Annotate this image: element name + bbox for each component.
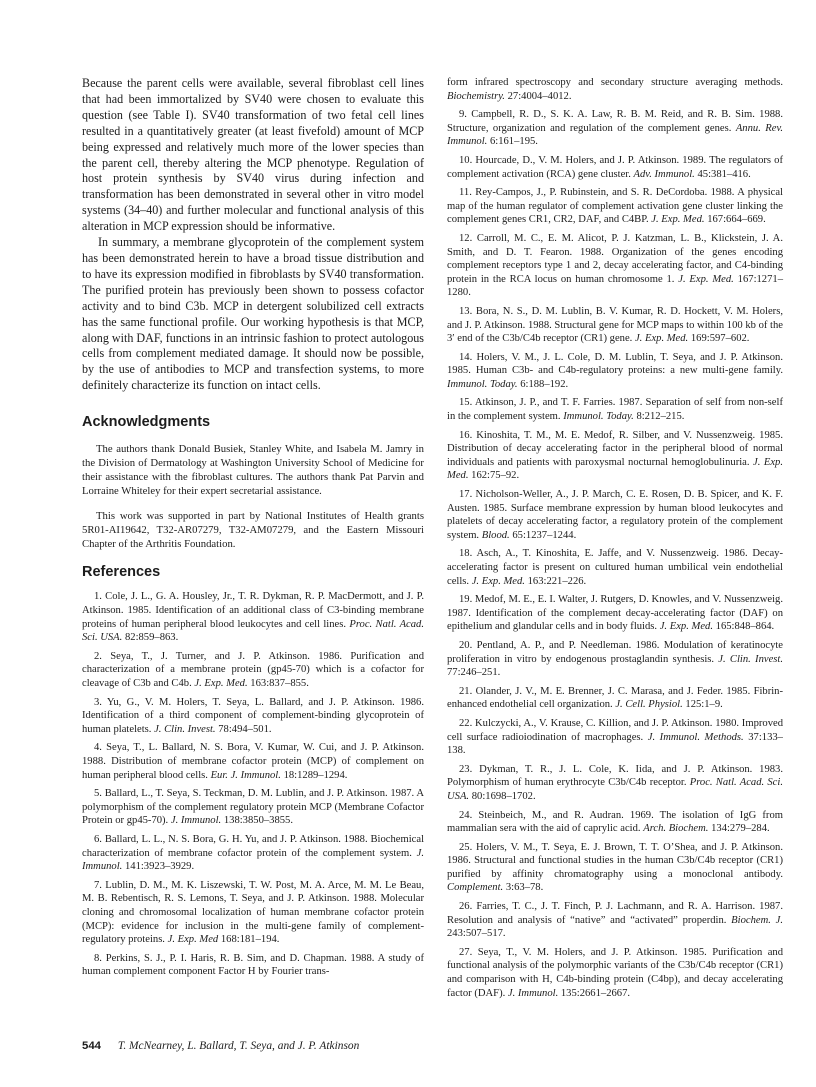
reference-journal: Complement.	[447, 882, 504, 894]
reference-text: Seya, T., J. Turner, and J. P. Atkinson. 1986. Purification and characterization of a membrane protein (gp45-70) which is a cofactor for cleavage of C3b and C4b.	[82, 650, 424, 690]
reference-citation: 168:181–194.	[220, 934, 280, 946]
reference-number: 18.	[459, 548, 473, 560]
reference-citation: 169:597–602.	[690, 333, 750, 345]
reference-journal: J. Cell. Physiol.	[615, 699, 683, 711]
reference-continuation-cite: 27:4004–4012.	[507, 90, 572, 102]
reference-journal: J. Clin. Invest.	[154, 723, 216, 735]
reference-number: 7.	[94, 879, 102, 891]
reference-item	[82, 833, 424, 874]
reference-text: Ballard, L. L., N. S. Bora, G. H. Yu, and J. P. Atkinson. 1988. Biochemical characterization of membrane cofactor protein of the complement system.	[82, 833, 425, 859]
reference-journal: Immunol. Today.	[447, 378, 518, 390]
reference-citation: 243:507–517.	[447, 928, 506, 940]
reference-item	[447, 809, 783, 836]
reference-continuation-text: form infrared spectroscopy and secondary structure averaging methods.	[447, 77, 783, 88]
reference-journal: Arch. Biochem.	[643, 823, 709, 835]
reference-text: Yu, G., V. M. Holers, T. Seya, L. Ballard, and J. P. Atkinson. 1986. Identification of a third component of complement-binding glycoprotein of human platelets.	[82, 696, 424, 735]
reference-number: 22.	[459, 717, 473, 729]
reference-list-right	[447, 108, 783, 1000]
reference-continuation	[447, 76, 783, 103]
body-paragraph-2: In summary, a membrane glycoprotein of the complement system has been demonstrated herein to have a broad tissue distribution and to have its expression modified in fibroblasts by SV40 transformation. The purified protein has previously been shown to possess cofactor activity and to bind C3b. MCP in detergent solubilized cell extracts has the same functional profile. Our working hypothesis is that MCP, along with DAF, functions in an intrinsic fashion to protect autologous cells from complement mediated damage. It should now be possible, by the use of antibodies to MCP and transfection systems, to more definitely characterize its function on intact cells.	[82, 235, 424, 393]
body-paragraph-1: Because the parent cells were available, several fibroblast cell lines that had been immortalized by SV40 were chosen to evaluate this question (see Table I). SV40 transformation of two fetal cell lines resulted in a quantitatively greater (at least fivefold) amount of MCP being expressed and relatively much more of the lower species than the parent cell, thereby altering the MCP phenotype. Regulation of host protein synthesis by SV40 virus during infection and transformation has been demonstrated in several other in vitro model systems (34–40) and further molecular and functional analysis of this alteration in MCP expression should be informative.	[82, 76, 424, 234]
reference-item	[447, 717, 783, 758]
reference-item	[447, 685, 783, 712]
reference-item	[447, 351, 783, 392]
reference-item	[447, 108, 783, 149]
reference-text: Perkins, S. J., P. I. Haris, R. B. Sim, and D. Chapman. 1988. A study of human complement component Factor H by Fourier trans-	[82, 952, 424, 978]
reference-number: 25.	[459, 841, 473, 853]
reference-text: Seya, T., V. M. Holers, and J. P. Atkinson. 1985. Purification and functional analysis of the polymorphic variants of the C3b/C4b receptor (CR1) and comparison with H, C4b-binding protein (C4bp), and decay accelerating factor (DAF).	[447, 946, 783, 999]
reference-number: 24.	[459, 809, 473, 821]
reference-citation: 135:2661–2667.	[560, 987, 631, 999]
reference-citation: 167:1271–1280.	[447, 273, 783, 299]
reference-journal: Eur. J. Immunol.	[210, 769, 281, 781]
reference-item	[82, 787, 424, 828]
reference-item	[447, 429, 783, 483]
reference-number: 8.	[94, 952, 102, 964]
reference-journal: J. Exp. Med.	[678, 273, 734, 285]
reference-number: 3.	[94, 696, 102, 708]
reference-number: 27.	[459, 946, 473, 958]
references-heading: References	[82, 564, 161, 581]
reference-journal: Proc. Natl. Acad. Sci. USA.	[447, 777, 783, 802]
reference-citation: 77:246–251.	[447, 667, 501, 679]
reference-citation: 6:188–192.	[520, 378, 569, 390]
running-authors: T. McNearney, L. Ballard, T. Seya, and J. P. Atkinson	[117, 1040, 360, 1052]
reference-journal: J. Exp. Med.	[659, 621, 713, 633]
reference-text: Campbell, R. D., S. K. A. Law, R. B. M. Reid, and R. B. Sim. 1988. Structure, organization and regulation of the complement genes.	[447, 109, 783, 134]
reference-text: Dykman, T. R., J. L. Cole, K. Iida, and J. P. Atkinson. 1983. Polymorphism of human erythrocyte C3b/C4b receptor.	[447, 763, 783, 789]
reference-text: Kinoshita, T. M., M. E. Medof, R. Silber, and V. Nussenzweig. 1985. Distribution of decay accelerating factor in the peripheral blood of normal individuals and patients with paroxysmal nocturnal hemoglobulinuria.	[447, 429, 783, 468]
reference-number: 4.	[94, 742, 102, 754]
reference-number: 5.	[94, 788, 102, 800]
reference-citation: 6:161–195.	[489, 136, 538, 148]
reference-citation: 3:63–78.	[505, 882, 544, 894]
reference-item	[447, 547, 783, 588]
reference-text: Rey-Campos, J., P. Rubinstein, and S. R. DeCordoba. 1988. A physical map of the human regulator of complement activation gene cluster linking the complement genes CR1, CR2, DAF, and C4BP.	[447, 187, 783, 226]
reference-text: Carroll, M. C., E. M. Alicot, P. J. Katzman, L. B., Klickstein, J. A. Smith, and D. T. Fearon. 1988. Organization of the genes encoding complement receptors type 1 and 2, decay accelerating factor, and C4-binding protein in the RCA locus on human chromosome 1.	[447, 232, 783, 285]
reference-item	[447, 232, 783, 300]
reference-item	[447, 763, 783, 804]
reference-text: Medof, M. E., E. I. Walter, J. Rutgers, D. Knowles, and V. Nussenzweig. 1987. Identification of the complement decay-accelerating factor (DAF) on epithelium and glandular cells and in body fluids.	[447, 594, 783, 633]
reference-text: Ballard, L., T. Seya, S. Teckman, D. M. Lublin, and J. P. Atkinson. 1987. A polymorphism of the complement regulatory protein MCP (Membrane Cofactor Protein or gp45-70).	[82, 788, 425, 827]
reference-number: 26.	[459, 901, 473, 913]
reference-journal: Annu. Rev. Immunol.	[447, 122, 784, 148]
reference-number: 14.	[459, 351, 473, 363]
reference-journal: Proc. Natl. Acad. Sci. USA.	[82, 618, 424, 644]
reference-citation: 82:859–863.	[124, 632, 179, 644]
reference-item	[447, 488, 783, 542]
reference-item	[447, 593, 783, 634]
reference-number: 2.	[94, 650, 102, 662]
reference-citation: 163:221–226.	[527, 575, 587, 587]
reference-number: 12.	[459, 232, 473, 244]
reference-number: 9.	[459, 109, 467, 121]
reference-citation: 65:1237–1244.	[512, 529, 577, 541]
reference-item	[82, 696, 424, 737]
reference-text: Olander, J. V., M. E. Brenner, J. C. Marasa, and J. Feder. 1985. Fibrin-enhanced endothelial cell organization.	[447, 685, 783, 711]
reference-item	[82, 590, 424, 644]
reference-citation: 165:848–864.	[715, 621, 775, 633]
reference-number: 19.	[459, 594, 473, 606]
reference-item	[447, 186, 783, 227]
right-column	[447, 76, 783, 1005]
reference-number: 1.	[94, 591, 102, 603]
reference-number: 17.	[459, 489, 473, 501]
reference-citation: 125:1–9.	[685, 699, 723, 711]
reference-text: Cole, J. L., G. A. Housley, Jr., T. R. Dykman, R. P. MacDermott, and J. P. Atkinson. 1985. Identification of an additional class of C3-binding membrane proteins of human peripheral blood leukocytes and cell lines.	[82, 591, 424, 630]
page-number: 544	[82, 1040, 102, 1052]
reference-item	[447, 639, 783, 680]
reference-journal: J. Exp. Med.	[447, 456, 783, 482]
reference-citation: 78:494–501.	[218, 723, 272, 735]
acknowledgments-paragraph-1: The authors thank Donald Busiek, Stanley White, and Isabela M. Jamry in the Division of Dermatology at Washington University School of Medicine for their assistance with the fibroblast cultures. The authors thank Pat Parvin and Lorraine Whiteley for their expert secretarial assistance.	[82, 443, 424, 497]
acknowledgments-heading: Acknowledgments	[82, 414, 211, 431]
acknowledgments-paragraph-2: This work was supported in part by National Institutes of Health grants 5R01-AI19642, T32-AR07279, T32-AM07279, and the Eastern Missouri Chapter of the Arthritis Foundation.	[82, 509, 424, 550]
reference-continuation-journal: Biochemistry.	[447, 90, 505, 102]
reference-text: Asch, A., T. Kinoshita, E. Jaffe, and V. Nussenzweig. 1986. Decay-accelerating factor is present on cultured human umbilical vein endothelial cells.	[447, 548, 783, 587]
reference-number: 20.	[459, 639, 473, 651]
reference-citation: 37:133–138.	[447, 731, 783, 757]
page-footer	[82, 1040, 359, 1052]
reference-journal: J. Exp. Med.	[651, 214, 705, 226]
left-column	[82, 76, 424, 984]
reference-text: Lublin, D. M., M. K. Liszewski, T. W. Post, M. A. Arce, M. M. Le Beau, M. B. Rebentisch, R. S. Lemons, T. Seya, and J. P. Atkinson. 1988. Molecular cloning and chromosomal localization of human membrane cofactor protein (MCP): evidence for inclusion in the multi-gene family of complement-regulatory proteins.	[82, 879, 424, 946]
reference-item	[82, 741, 424, 782]
reference-journal: J. Clin. Invest.	[718, 653, 783, 665]
reference-number: 23.	[459, 763, 473, 775]
reference-text: Seya, T., L. Ballard, N. S. Bora, V. Kumar, W. Cui, and J. P. Atkinson. 1988. Distribution of membrane cofactor protein (MCP) of complement on human peripheral blood cells.	[82, 742, 424, 781]
reference-item	[82, 952, 424, 979]
reference-citation: 141:3923–3929.	[124, 861, 195, 873]
reference-journal: J. Immunol.	[507, 987, 559, 999]
reference-text: Steinbeich, M., and R. Audran. 1969. The isolation of IgG from mammalian sera with the aid of caprylic acid.	[447, 809, 783, 835]
reference-item	[447, 946, 783, 1000]
reference-text: Nicholson-Weller, A., J. P. March, C. E. Rosen, D. B. Spicer, and K. F. Austen. 1985. Surface membrane expression by human blood leukocytes and platelets of decay accelerating factor, a regulatory protein of the complement system.	[447, 489, 783, 541]
reference-citation: 80:1698–1702.	[471, 790, 536, 802]
reference-citation: 18:1289–1294.	[283, 769, 348, 781]
reference-journal: J. Immunol.	[170, 815, 222, 827]
reference-item	[82, 879, 424, 947]
reference-journal: J. Immunol. Methods.	[647, 731, 744, 743]
reference-journal: Blood.	[481, 529, 510, 541]
reference-citation: 134:279–284.	[711, 823, 770, 835]
reference-journal: J. Exp. Med	[167, 934, 219, 946]
reference-journal: J. Exp. Med.	[634, 333, 689, 345]
reference-journal: J. Exp. Med.	[471, 575, 525, 587]
reference-journal: J. Exp. Med.	[194, 678, 248, 690]
reference-journal: J. Immunol.	[82, 847, 424, 873]
reference-list-left	[82, 590, 424, 978]
reference-text: Bora, N. S., D. M. Lublin, B. V. Kumar, R. D. Hockett, V. M. Holers, and J. P. Atkinson. 1988. Structural gene for MCP maps to within 100 kb of the 3′ end of the C3b/C4b receptor (CR1) gene.	[447, 305, 783, 345]
reference-number: 6.	[94, 833, 102, 845]
reference-citation: 162:75–92.	[471, 470, 520, 482]
reference-text: Hourcade, D., V. M. Holers, and J. P. Atkinson. 1989. The regulators of complement activation (RCA) gene cluster.	[447, 154, 783, 180]
reference-number: 15.	[459, 397, 473, 409]
reference-number: 10.	[459, 154, 473, 166]
reference-citation: 138:3850–3855.	[223, 815, 293, 827]
reference-citation: 167:664–669.	[707, 214, 766, 226]
reference-item	[447, 154, 783, 181]
reference-journal: Biochem. J.	[731, 914, 783, 926]
reference-item	[447, 900, 783, 941]
reference-item	[447, 396, 783, 423]
reference-text: Holers, V. M., J. L. Cole, D. M. Lublin, T. Seya, and J. P. Atkinson. 1985. Human C3b- and C4b-regulatory proteins: a new multi-gene family.	[447, 351, 783, 377]
reference-journal: Adv. Immunol.	[633, 168, 695, 180]
reference-text: Atkinson, J. P., and T. F. Farries. 1987. Separation of self from non-self in the complement system.	[447, 397, 783, 423]
reference-number: 13.	[459, 305, 473, 317]
reference-citation: 163:837–855.	[250, 678, 309, 690]
reference-text: Pentland, A. P., and P. Needleman. 1986. Modulation of keratinocyte proliferation in vitro by endogenous prostaglandin synthesis.	[447, 639, 784, 665]
reference-number: 21.	[459, 685, 473, 697]
reference-text: Holers, V. M., T. Seya, E. J. Brown, T. T. O’Shea, and J. P. Atkinson. 1986. Structural and functional studies in the human C3b/C4b receptor (CR1) purified by affinity chromatography using a monoclonal antibody.	[447, 841, 783, 880]
reference-item	[447, 841, 783, 895]
reference-journal: Immunol. Today.	[563, 411, 634, 423]
reference-citation: 45:381–416.	[697, 168, 751, 180]
reference-item	[447, 305, 783, 346]
reference-number: 16.	[459, 429, 473, 441]
reference-text: Kulczycki, A., V. Krause, C. Killion, and J. P. Atkinson. 1980. Improved cell surface radioiodination of macrophages.	[447, 717, 783, 743]
reference-number: 11.	[459, 187, 472, 199]
reference-text: Farries, T. C., J. T. Finch, P. J. Lachmann, and R. A. Harrison. 1987. Resolution and analysis of “native” and “activated” properdin.	[447, 901, 783, 926]
reference-citation: 8:212–215.	[636, 411, 685, 423]
reference-item	[82, 650, 424, 691]
